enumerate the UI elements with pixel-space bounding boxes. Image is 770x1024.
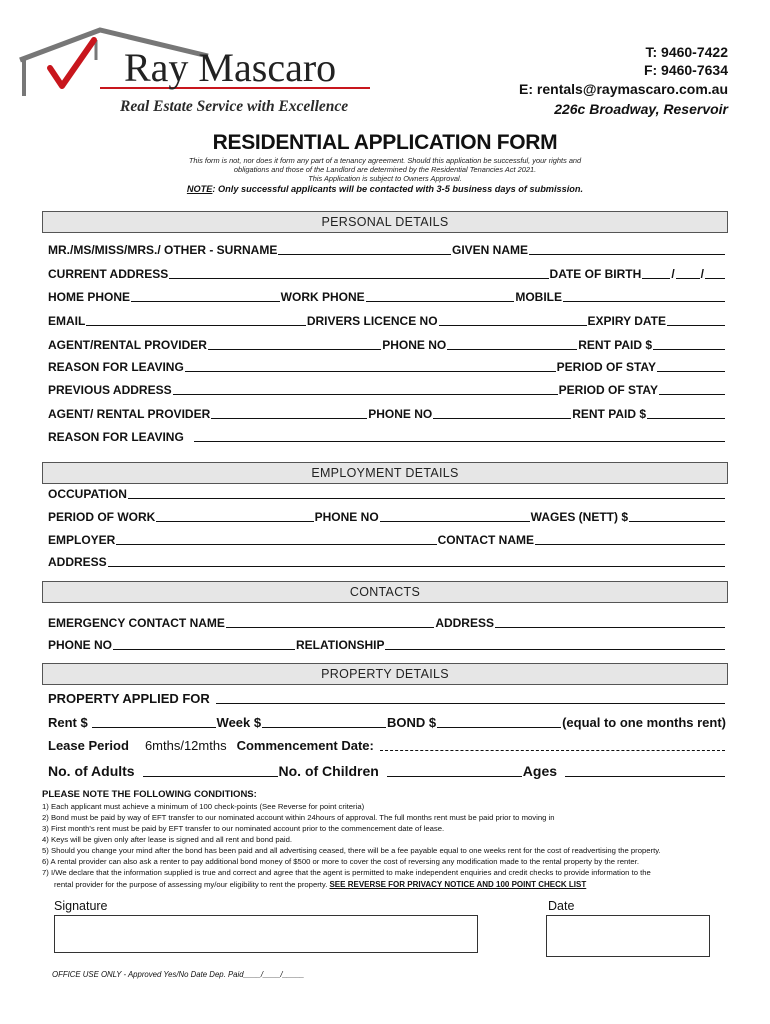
- work-phone-label: WORK PHONE: [280, 290, 365, 304]
- ages-label: Ages: [522, 763, 558, 779]
- current-address-field[interactable]: [169, 278, 548, 279]
- section-personal-details: PERSONAL DETAILS: [42, 211, 728, 233]
- row-agent2: [48, 405, 726, 421]
- condition-2: 2) Bond must be paid by way of EFT transfer to our nominated account within 24hours of approval. The full months rent must be paid prior to moving in: [42, 813, 555, 822]
- expiry-label: EXPIRY DATE: [587, 314, 666, 328]
- agent2-phone-field[interactable]: [433, 418, 571, 419]
- period2-field[interactable]: [659, 394, 725, 395]
- contact-fax: F: 9460-7634: [643, 62, 728, 78]
- section-employment-details: EMPLOYMENT DETAILS: [42, 462, 728, 484]
- condition-7-text: rental provider for the purpose of assessing my/our eligibility to rent the property.: [54, 880, 328, 889]
- emergency-phone-field[interactable]: [113, 649, 295, 650]
- note-label: NOTE: [186, 184, 213, 194]
- mobile-label: MOBILE: [515, 290, 562, 304]
- row-reason: [48, 358, 726, 374]
- given-name-field[interactable]: [529, 254, 725, 255]
- contact-phone: T: 9460-7422: [645, 44, 728, 60]
- signature-box[interactable]: [54, 915, 478, 953]
- disclaimer-line-2: obligations and those of the Landlord are determined by the Residential Tenancies Act 2021.: [233, 165, 537, 174]
- previous-address-field[interactable]: [173, 394, 558, 395]
- period-of-work-label: PERIOD OF WORK: [48, 510, 156, 524]
- condition-6: 6) A rental provider can also ask a renter to pay additional bond money of $500 or more to cover the cost of reversing any modification made to the rental property by the renter.: [42, 857, 639, 866]
- disclaimer-line-1: This form is not, nor does it form any part of a tenancy agreement. Should this application be successful, your rights and: [188, 156, 582, 165]
- date-box[interactable]: [546, 915, 710, 957]
- agent-phone-field[interactable]: [447, 349, 577, 350]
- employer-address-label: ADDRESS: [48, 555, 107, 569]
- occupation-label: OCCUPATION: [48, 487, 127, 501]
- row-occupants: [48, 761, 726, 779]
- mobile-field[interactable]: [563, 301, 725, 302]
- email-field[interactable]: [86, 325, 306, 326]
- dob-year-field[interactable]: [705, 278, 725, 279]
- property-applied-label: PROPERTY APPLIED FOR: [48, 691, 210, 706]
- row-employer: [48, 531, 726, 547]
- row-employer-address: [48, 553, 726, 569]
- form-title: RESIDENTIAL APPLICATION FORM: [212, 131, 558, 154]
- bond-note: (equal to one months rent): [562, 715, 727, 730]
- period-field[interactable]: [657, 371, 725, 372]
- company-tagline: Real Estate Service with Excellence: [120, 98, 349, 115]
- occupation-field[interactable]: [128, 498, 725, 499]
- week-label: Week $: [216, 715, 262, 730]
- conditions-heading: PLEASE NOTE THE FOLLOWING CONDITIONS:: [42, 789, 257, 800]
- rent-label: Rent $: [48, 715, 88, 730]
- expiry-field[interactable]: [667, 325, 725, 326]
- office-use-line: OFFICE USE ONLY - Approved Yes/No Date Dep. Paid____/____/_____: [52, 970, 305, 979]
- licence-label: DRIVERS LICENCE NO: [306, 314, 438, 328]
- agent-phone-label: PHONE NO: [382, 338, 447, 352]
- note-text: : Only successful applicants will be contacted with 3-5 business days of submission.: [212, 184, 584, 194]
- current-address-label: CURRENT ADDRESS: [48, 267, 169, 281]
- surname-label: MR./MS/MISS/MRS./ OTHER - SURNAME: [48, 243, 278, 257]
- agent-field[interactable]: [208, 349, 381, 350]
- work-phone-no-label: PHONE NO: [314, 510, 379, 524]
- emergency-name-field[interactable]: [226, 627, 434, 628]
- submission-note: [0, 184, 770, 194]
- row-emergency-contact: [48, 614, 726, 630]
- home-phone-label: HOME PHONE: [48, 290, 131, 304]
- privacy-notice-link[interactable]: SEE REVERSE FOR PRIVACY NOTICE AND 100 POINT CHECK LIST: [329, 880, 587, 889]
- row-email: [48, 312, 726, 328]
- wages-label: WAGES (NETT) $: [530, 510, 628, 524]
- condition-5: 5) Should you change your mind after the bond has been paid and all advertising ceased, there will be a fee payable equal to one weeks rent for the cost of readvertising the property.: [42, 846, 661, 855]
- home-phone-field[interactable]: [131, 301, 280, 302]
- ages-field[interactable]: [565, 776, 725, 777]
- dob-day-field[interactable]: [642, 278, 670, 279]
- condition-1: 1) Each applicant must achieve a minimum of 100 check-points (See Reverse for point criteria): [42, 802, 365, 811]
- week-field[interactable]: [262, 727, 386, 728]
- rent-paid2-field[interactable]: [647, 418, 725, 419]
- row-period-of-work: [48, 508, 726, 524]
- lease-period-options[interactable]: 6mths/12mths: [144, 738, 227, 753]
- row-current-address: CURRENT ADDRESS DATE OF BIRTH / /: [48, 265, 726, 281]
- rent-field[interactable]: [92, 727, 216, 728]
- emergency-name-label: EMERGENCY CONTACT NAME: [48, 616, 225, 630]
- dob-month-field[interactable]: [676, 278, 700, 279]
- email-label: EMAIL: [48, 314, 86, 328]
- agent2-label: AGENT/ RENTAL PROVIDER: [48, 407, 211, 421]
- reason2-label: REASON FOR LEAVING: [48, 430, 184, 444]
- adults-field[interactable]: [143, 776, 278, 777]
- licence-field[interactable]: [439, 325, 587, 326]
- period-label: PERIOD OF STAY: [556, 360, 656, 374]
- period2-label: PERIOD OF STAY: [558, 383, 658, 397]
- surname-field[interactable]: [278, 254, 451, 255]
- emergency-address-field[interactable]: [495, 627, 725, 628]
- contact-address: 226c Broadway, Reservoir: [554, 101, 728, 117]
- wages-field[interactable]: [629, 521, 725, 522]
- employer-address-field[interactable]: [108, 566, 725, 567]
- commencement-field[interactable]: [380, 750, 725, 751]
- work-phone-no-field[interactable]: [380, 521, 530, 522]
- rent-paid-field[interactable]: [653, 349, 725, 350]
- contact-name-field[interactable]: [535, 544, 725, 545]
- agent-label: AGENT/RENTAL PROVIDER: [48, 338, 207, 352]
- row-rent: [48, 712, 726, 730]
- emergency-phone-label: PHONE NO: [48, 638, 113, 652]
- emergency-address-label: ADDRESS: [435, 616, 494, 630]
- row-emergency-phone: [48, 636, 726, 652]
- relationship-field[interactable]: [385, 649, 725, 650]
- children-field[interactable]: [387, 776, 522, 777]
- bond-label: BOND $: [386, 715, 437, 730]
- lease-period-label: Lease Period: [48, 738, 129, 753]
- section-contacts: CONTACTS: [42, 581, 728, 603]
- work-phone-field[interactable]: [366, 301, 515, 302]
- disclaimer-line-3: This Application is subject to Owners Approval.: [308, 174, 462, 183]
- property-applied-field[interactable]: [216, 703, 725, 704]
- employer-field[interactable]: [116, 544, 436, 545]
- given-name-label: GIVEN NAME: [451, 243, 528, 257]
- adults-label: No. of Adults: [48, 763, 135, 779]
- condition-3: 3) First month's rent must be paid by EFT transfer to our nominated account prior to the commencement date of lease.: [42, 824, 445, 833]
- date-label: Date: [548, 899, 575, 913]
- condition-4: 4) Keys will be given only after lease is signed and all rent and bond paid.: [42, 835, 292, 844]
- row-name: [48, 241, 726, 257]
- signature-label: Signature: [54, 899, 108, 913]
- reason2-field[interactable]: [194, 441, 725, 442]
- contact-name-label: CONTACT NAME: [437, 533, 534, 547]
- row-occupation: [48, 485, 726, 501]
- row-phones: [48, 288, 726, 304]
- condition-7-cont: [54, 880, 586, 889]
- period-of-work-field[interactable]: [156, 521, 313, 522]
- bond-field[interactable]: [437, 727, 561, 728]
- row-lease: [48, 735, 726, 753]
- rent-paid-label: RENT PAID $: [578, 338, 652, 352]
- children-label: No. of Children: [278, 763, 379, 779]
- employer-label: EMPLOYER: [48, 533, 116, 547]
- commencement-label: Commencement Date:: [236, 738, 374, 753]
- row-property-applied: [48, 688, 726, 706]
- company-name: Ray Mascaro: [124, 45, 337, 90]
- agent2-phone-label: PHONE NO: [368, 407, 433, 421]
- dob-label: DATE OF BIRTH: [549, 267, 642, 281]
- previous-address-label: PREVIOUS ADDRESS: [48, 383, 172, 397]
- section-property-details: PROPERTY DETAILS: [42, 663, 728, 685]
- row-previous-address: [48, 381, 726, 397]
- relationship-label: RELATIONSHIP: [296, 638, 385, 652]
- row-agent: [48, 336, 726, 352]
- reason-label: REASON FOR LEAVING: [48, 360, 184, 374]
- condition-7: 7) I/We declare that the information supplied is true and correct and agree that the agent is permitted to make independent enquiries and credit checks to provide information to the: [42, 868, 651, 877]
- agent2-field[interactable]: [211, 418, 367, 419]
- row-reason2: [48, 428, 726, 444]
- rent-paid2-label: RENT PAID $: [572, 407, 646, 421]
- contact-email: E: rentals@raymascaro.com.au: [519, 81, 728, 97]
- reason-field[interactable]: [185, 371, 556, 372]
